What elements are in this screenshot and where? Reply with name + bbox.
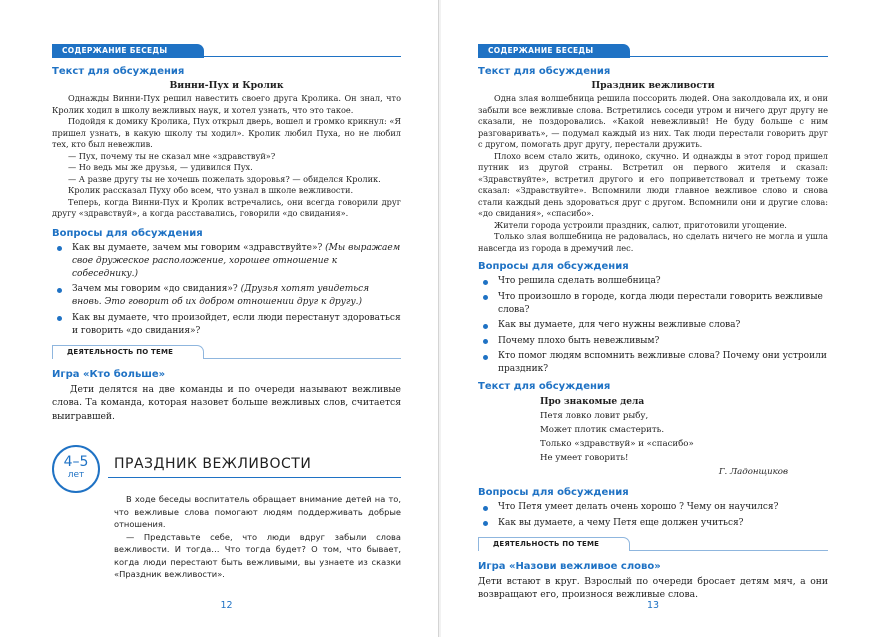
text-heading: Текст для обсуждения [52,66,185,77]
text-heading-2: Текст для обсуждения [478,381,611,392]
intro-paragraph: — Представьте себе, что люди вдруг забыли слова вежливости. И тогда… Что тогда будет? О том, что бывает, когда люди перестают быть вежливыми, вы узнаете из сказки «Праздник вежливости». [114,531,401,579]
story-paragraph: — А разве другу ты не хочешь пожелать здоровья? — обиделся Кролик. [68,173,381,184]
story-paragraph: Подойдя к домику Кролика, Пух открыл дверь, вошел и громко крикнул: «Я пришел узнать, в какую школу ты ходил». Кролик любил Пуха, но не любил тех, кто был невежлив. [52,116,401,149]
poem-title: Про знакомые дела [540,397,645,407]
topic-block [52,445,401,579]
poem-author: Г. Ладонщиков [718,467,788,477]
question-text: Зачем мы говорим «до свидания»? [72,284,241,294]
question-text: Как вы думаете, зачем мы говорим «здравствуйте»? [72,242,326,253]
question-note: (Друзья хотят увидеться вновь. Это говорит об их добром отношении друг к другу.) [72,284,370,307]
story-paragraph: Жители города устроили праздник, салют, приготовили угощение. [494,219,787,230]
list-item: Почему плохо быть невежливым? [478,335,828,348]
section-header-tab: СОДЕРЖАНИЕ БЕСЕДЫ [478,44,630,58]
list-item [52,312,401,338]
activity-header-bar [478,538,828,551]
story-paragraph: Теперь, когда Винни-Пух и Кролик встречались, они всегда говорили друг другу «здравствуй», а когда расставались, говорили «до свидания». [52,196,401,218]
list-item: Что произошло в городе, когда люди перестали говорить вежливые слова? [478,291,828,317]
story-paragraph: Плохо всем стало жить, одиноко, скучно. И однажды в этот город пришел путник из другой страны. Встретил он первого жителя и сказал: «Здравствуйте», встретил другого и его поприветствовал и третьему тоже сказал: «Здравствуйте». Вспомнили люди главное вежливое слово и снова стали каждый день здороваться друг с другом. Вспомнили они и другие слова: «до свидания», «спасибо». [478,150,828,218]
questions-heading: Вопросы для обсуждения [52,227,203,239]
list-item [52,283,401,309]
story-paragraph: Одна злая волшебница решила поссорить людей. Она заколдовала их, и они забыли все вежливые слова. Встретились соседи утром и ничего друг другу не сказали, не поздоровались. «Какой невежливый! Не буду больше с ним разговаривать», — подумал каждый из них. Так люди перестали говорить друг с другом, помогать друг другу, перестали дружить. [478,93,828,149]
questions-list [478,275,828,376]
game-heading: Игра «Кто больше» [52,368,166,380]
topic-intro [114,493,401,581]
age-unit: лет [67,470,85,480]
activity-header-bar [52,346,401,359]
story-title: Праздник вежливости [591,80,715,91]
story-paragraph: Кролик рассказал Пуху обо всем, что узнал в школе вежливости. [68,185,354,195]
story-title: Винни-Пух и Кролик [169,80,284,91]
page-number: 13 [646,600,660,611]
game-text: Дети встают в круг. Взрослый по очереди бросает детям мяч, а они возвращают его, произнося вежливые слова. [478,575,828,600]
story-paragraph: — Но ведь мы же друзья, — удивился Пух. [68,162,253,172]
poem [540,395,828,479]
story-paragraph: Только злая волшебница не радовалась, но сделать ничего не могла и ушла навсегда из города в дремучий лес. [478,231,828,253]
activity-header-tab: ДЕЯТЕЛЬНОСТЬ ПО ТЕМЕ [478,537,630,551]
questions-list-2 [478,501,828,530]
page-number: 12 [220,600,233,611]
list-item [52,242,401,281]
list-item: Как вы думаете, а чему Петя еще должен учиться? [478,517,828,530]
questions-list [52,242,401,338]
list-item: Что Петя умеет делать очень хорошо ? Чему он научился? [478,501,828,514]
story-paragraph: — Пух, почему ты не сказал мне «здравствуй»? [68,150,276,161]
game-heading: Игра «Назови вежливое слово» [478,560,661,572]
topic-title: ПРАЗДНИК ВЕЖЛИВОСТИ [114,456,312,472]
question-note: (Мы выражаем свое дружеское расположение, хорошее отношение к собеседнику.) [72,242,401,279]
intro-paragraph: В ходе беседы воспитатель обращает внимание детей на то, что вежливые слова помогают людям поддерживать добрые отношения. [114,494,401,529]
questions-heading-2: Вопросы для обсуждения [478,487,629,498]
section-header-tab: СОДЕРЖАНИЕ БЕСЕДЫ [52,44,204,58]
age-badge [52,445,100,493]
age-number: 4–5 [63,454,89,470]
poem-line: Только «здравствуй» и «спасибо» [540,439,694,449]
poem-line: Не умеет говорить! [540,453,629,463]
list-item: Кто помог людям вспомнить вежливые слова? Почему они устроили праздник? [478,350,828,376]
game-text: Дети делятся на две команды и по очереди называют вежливые слова. Та команда, которая назовет больше вежливых слов, считается выигравшей. [52,383,401,422]
topic-title-bar [108,451,401,478]
questions-heading: Вопросы для обсуждения [478,261,629,272]
question-text: Как вы думаете, что произойдет, если люди перестанут здороваться и говорить «до свидания»? [72,312,401,336]
section-header-bar [52,44,401,57]
section-header-bar [478,44,828,57]
list-item: Как вы думаете, для чего нужны вежливые слова? [478,319,828,332]
left-page [0,0,439,637]
list-item: Что решила сделать волшебница? [478,275,828,288]
activity-header-tab: ДЕЯТЕЛЬНОСТЬ ПО ТЕМЕ [52,345,204,359]
text-heading: Текст для обсуждения [478,66,611,77]
story-paragraph: Однажды Винни-Пух решил навестить своего друга Кролика. Он знал, что Кролик ходил в школу вежливых наук, и хотел узнать, что это такое. [52,93,401,115]
poem-line: Петя ловко ловит рыбу, [540,411,649,421]
right-page [441,0,880,637]
poem-line: Может плотик смастерить. [540,425,665,435]
